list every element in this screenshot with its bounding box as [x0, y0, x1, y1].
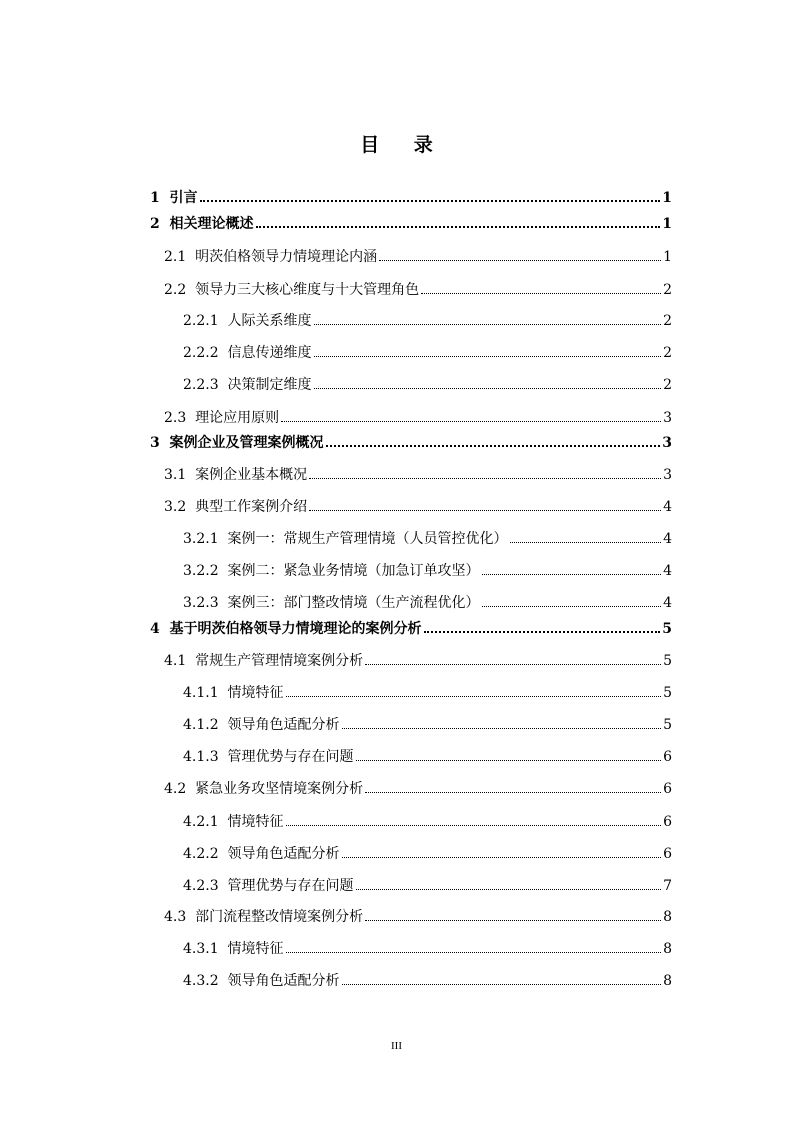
toc-entry-number: 3.2: [164, 499, 196, 515]
toc-entry-number: 2: [150, 216, 170, 232]
toc-entry[interactable]: [150, 619, 672, 639]
dot-leader: [356, 888, 662, 890]
toc-entry-number: 3.2.2: [183, 563, 228, 579]
toc-entry-title: 情境特征: [227, 685, 284, 701]
toc-entry-number: 2.2.3: [183, 377, 228, 393]
toc-entry[interactable]: [183, 876, 672, 896]
toc-entry-title: 案例一：常规生产管理情境（人员管控优化）: [227, 531, 508, 547]
dot-leader: [200, 199, 661, 202]
dot-leader: [314, 387, 662, 389]
dot-leader: [342, 856, 662, 858]
toc-entry-number: 2.3: [164, 410, 196, 426]
toc-entry[interactable]: [183, 715, 672, 735]
toc-entry[interactable]: [150, 188, 672, 208]
toc-entry[interactable]: [183, 529, 672, 549]
dot-leader: [281, 420, 661, 422]
toc-entry[interactable]: [183, 561, 672, 581]
toc-entry[interactable]: [183, 375, 672, 395]
toc-entry-page: 3: [663, 410, 672, 426]
dot-leader: [365, 663, 661, 665]
toc-entry[interactable]: [183, 939, 672, 959]
toc-entry-number: 4.2.3: [183, 878, 228, 894]
toc-entry-page: 2: [663, 282, 672, 298]
dot-leader: [326, 444, 661, 447]
toc-entry-page: 8: [663, 941, 672, 957]
toc-entry[interactable]: [164, 651, 672, 671]
toc-entry-title: 典型工作案例介绍: [195, 499, 308, 515]
toc-entry-page: 3: [663, 467, 672, 483]
toc-entry-title: 案例二：紧急业务情境（加急订单攻坚）: [227, 563, 480, 579]
toc-entry-title: 管理优势与存在问题: [227, 749, 354, 765]
toc-entry-title: 决策制定维度: [227, 377, 312, 393]
toc-entry-title: 基于明茨伯格领导力情境理论的案例分析: [169, 621, 422, 637]
toc-entry-page: 6: [663, 781, 672, 797]
dot-leader: [510, 541, 662, 543]
toc-entry-title: 管理优势与存在问题: [227, 878, 354, 894]
toc-entry-number: 4.2.2: [183, 846, 228, 862]
toc-entry-title: 引言: [169, 190, 198, 206]
toc-entry-page: 5: [662, 621, 672, 637]
toc-entry-title: 明茨伯格领导力情境理论内涵: [195, 249, 378, 265]
dot-leader: [482, 605, 662, 607]
dot-leader: [314, 323, 662, 325]
toc-entry[interactable]: [183, 747, 672, 767]
dot-leader: [342, 727, 662, 729]
dot-leader: [424, 630, 661, 633]
dot-leader: [356, 759, 662, 761]
toc-entry[interactable]: [183, 683, 672, 703]
toc-entry[interactable]: [183, 343, 672, 363]
toc-entry[interactable]: [150, 433, 672, 453]
toc-entry-page: 6: [663, 749, 672, 765]
toc-entry-title: 理论应用原则: [195, 410, 280, 426]
toc-entry-title: 常规生产管理情境案例分析: [195, 653, 364, 669]
toc-entry-number: 2.1: [164, 249, 196, 265]
toc-entry-page: 5: [663, 685, 672, 701]
toc-entry-page: 2: [663, 313, 672, 329]
page-number-footer: III: [391, 1040, 402, 1052]
toc-entry-number: 3.2.3: [183, 595, 228, 611]
toc-entry-number: 3: [150, 435, 170, 451]
dot-leader: [286, 695, 662, 697]
dot-leader: [256, 225, 661, 228]
dot-leader: [309, 509, 661, 511]
toc-entry-page: 4: [663, 563, 672, 579]
toc-entry-page: 6: [663, 814, 672, 830]
toc-entry-number: 2.2: [164, 282, 196, 298]
toc-entry-page: 7: [663, 878, 672, 894]
toc-entry-number: 4.2: [164, 781, 196, 797]
toc-entry-page: 5: [663, 653, 672, 669]
toc-entry-page: 2: [663, 377, 672, 393]
toc-entry-number: 3.2.1: [183, 531, 228, 547]
toc-entry[interactable]: [164, 907, 672, 927]
dot-leader: [379, 259, 661, 261]
toc-entry-number: 4.1: [164, 653, 196, 669]
toc-entry[interactable]: [164, 247, 672, 267]
toc-entry[interactable]: [164, 465, 672, 485]
toc-entry-title: 案例三：部门整改情境（生产流程优化）: [227, 595, 480, 611]
toc-entry-number: 4.3: [164, 909, 196, 925]
toc-entry-title: 相关理论概述: [169, 216, 254, 232]
toc-entry-title: 紧急业务攻坚情境案例分析: [195, 781, 364, 797]
toc-entry-number: 4.3.2: [183, 973, 228, 989]
toc-entry-page: 3: [662, 435, 672, 451]
toc-entry-title: 领导角色适配分析: [227, 973, 340, 989]
toc-entry-title: 情境特征: [227, 941, 284, 957]
toc-entry[interactable]: [164, 497, 672, 517]
dot-leader: [421, 292, 661, 294]
toc-entry-page: 4: [663, 531, 672, 547]
dot-leader: [286, 824, 662, 826]
toc-entry-number: 4: [150, 621, 170, 637]
toc-entry-number: 4.1.3: [183, 749, 228, 765]
dot-leader: [309, 477, 661, 479]
toc-entry-number: 3.1: [164, 467, 196, 483]
toc-entry[interactable]: [183, 593, 672, 613]
dot-leader: [482, 573, 662, 575]
toc-entry-number: 1: [150, 190, 170, 206]
toc-entry-title: 信息传递维度: [227, 345, 312, 361]
toc-entry-page: 1: [662, 216, 672, 232]
toc-entry-number: 2.2.2: [183, 345, 228, 361]
toc-entry-page: 8: [663, 909, 672, 925]
toc-title: 目 录: [360, 134, 447, 156]
toc-entry[interactable]: [183, 311, 672, 331]
toc-entry-page: 4: [663, 595, 672, 611]
toc-entry-title: 领导角色适配分析: [227, 717, 340, 733]
dot-leader: [286, 951, 662, 953]
dot-leader: [365, 919, 661, 921]
toc-entry-title: 案例企业基本概况: [195, 467, 308, 483]
toc-entry-page: 6: [663, 846, 672, 862]
dot-leader: [342, 983, 662, 985]
toc-entry-title: 部门流程整改情境案例分析: [195, 909, 364, 925]
toc-entry-number: 2.2.1: [183, 313, 228, 329]
toc-entry-number: 4.1.2: [183, 717, 228, 733]
toc-entry-page: 5: [663, 717, 672, 733]
toc-entry-page: 8: [663, 973, 672, 989]
toc-entry[interactable]: [183, 971, 672, 991]
toc-entry-number: 4.1.1: [183, 685, 228, 701]
toc-entry-page: 4: [663, 499, 672, 515]
toc-entry[interactable]: [164, 408, 672, 428]
toc-entry-number: 4.3.1: [183, 941, 228, 957]
toc-entry-number: 4.2.1: [183, 814, 228, 830]
dot-leader: [365, 791, 661, 793]
toc-entry-page: 1: [663, 249, 672, 265]
toc-entry-title: 领导力三大核心维度与十大管理角色: [195, 282, 420, 298]
toc-entry[interactable]: [164, 280, 672, 300]
toc-entry-title: 案例企业及管理案例概况: [169, 435, 324, 451]
toc-entry-title: 领导角色适配分析: [227, 846, 340, 862]
dot-leader: [314, 355, 662, 357]
toc-entry-page: 2: [663, 345, 672, 361]
toc-entry[interactable]: [150, 214, 672, 234]
toc-entry[interactable]: [183, 812, 672, 832]
toc-entry-title: 人际关系维度: [227, 313, 312, 329]
toc-entry-title: 情境特征: [227, 814, 284, 830]
toc-entry[interactable]: [164, 779, 672, 799]
toc-entry[interactable]: [183, 844, 672, 864]
toc-entry-page: 1: [662, 190, 672, 206]
